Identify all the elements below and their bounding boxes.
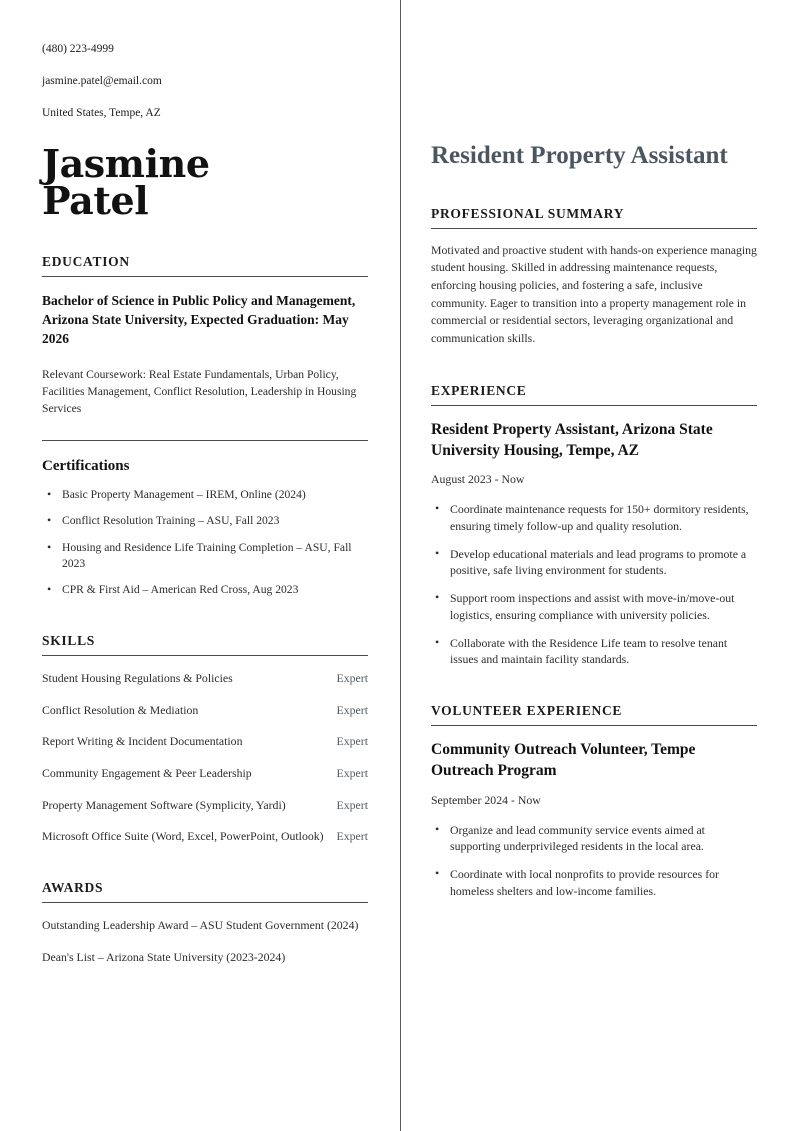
section-heading-education: EDUCATION: [42, 254, 368, 277]
sidebar-column: [42, 0, 368, 966]
last-name: Patel: [42, 178, 149, 224]
skill-row: [42, 670, 368, 688]
volunteer-role-date: September 2024 - Now: [431, 793, 541, 807]
skill-row: [42, 797, 368, 815]
skill-row: [42, 765, 368, 783]
list-item: • Conflict Resolution Training – ASU, Fall 2023: [42, 513, 368, 529]
skills-list: [42, 670, 368, 846]
section-heading-certifications: Certifications: [42, 457, 130, 474]
skill-level: Expert: [336, 797, 368, 812]
first-name: Jasmine: [42, 140, 210, 186]
page-title: [42, 140, 368, 224]
experience-role-title: Resident Property Assistant, Arizona State University Housing, Tempe, AZ: [431, 420, 713, 459]
skill-name: Student Housing Regulations & Policies: [42, 670, 233, 685]
education-coursework: Relevant Coursework: Real Estate Fundamentals, Urban Policy, Facilities Management, Conflict Resolution, Leadership in Housing Services: [42, 366, 368, 441]
list-item: • Coordinate with local nonprofits to provide resources for homeless shelters and low-income families.: [431, 866, 757, 900]
section-heading-skills: SKILLS: [42, 633, 368, 656]
skill-row: [42, 702, 368, 720]
list-item: • Housing and Residence Life Training Completion – ASU, Fall 2023: [42, 540, 368, 573]
experience-role-date: August 2023 - Now: [431, 472, 525, 487]
list-item: • Basic Property Management – IREM, Online (2024): [42, 487, 368, 503]
contact-block: [42, 0, 368, 121]
skill-level: Expert: [336, 702, 368, 717]
contact-phone: (480) 223-4999: [42, 43, 114, 55]
skill-name: Microsoft Office Suite (Word, Excel, PowerPoint, Outlook): [42, 829, 324, 844]
skill-level: Expert: [336, 670, 368, 685]
volunteer-bullets: [431, 822, 757, 900]
skill-level: Expert: [336, 766, 368, 780]
summary-text: Motivated and proactive student with hands-on experience managing student housing. Skilled in addressing maintenance requests, enforcing housing policies, and fostering a safe, inclusive community. Eager to transition into a property management role in commercial or residential sectors, leveraging organizational and communication skills.: [431, 242, 757, 345]
skill-level: Expert: [336, 829, 368, 844]
contact-location: United States, Tempe, AZ: [42, 106, 161, 119]
section-heading-awards: AWARDS: [42, 880, 368, 903]
skill-level: Expert: [336, 734, 368, 749]
certifications-list: [42, 487, 368, 599]
volunteer-role-title: Community Outreach Volunteer, Tempe Outreach Program: [431, 741, 696, 780]
experience-bullets: [431, 501, 757, 668]
award-item: Outstanding Leadership Award – ASU Student Government (2024): [42, 918, 359, 933]
section-heading-experience: EXPERIENCE: [431, 383, 757, 406]
main-column: [431, 0, 757, 911]
skill-row: [42, 828, 368, 846]
list-item: • Develop educational materials and lead programs to promote a positive, safe living environment for students.: [431, 546, 757, 580]
column-divider: [400, 0, 401, 1131]
list-item: • Coordinate maintenance requests for 150+ dormitory residents, ensuring timely follow-up and quality resolution.: [431, 501, 757, 535]
award-item: Dean's List – Arizona State University (2023-2024): [42, 949, 286, 964]
list-item: • Collaborate with the Residence Life team to resolve tenant issues and maintain facility standards.: [431, 635, 757, 669]
skill-name: Community Engagement & Peer Leadership: [42, 766, 252, 780]
list-item: • Support room inspections and assist with move-in/move-out logistics, ensuring compliance with university policies.: [431, 590, 757, 624]
education-degree: Bachelor of Science in Public Policy and Management, Arizona State University, Expected Graduation: May 2026: [42, 293, 356, 347]
list-item: • CPR & First Aid – American Red Cross, Aug 2023: [42, 582, 368, 598]
section-heading-summary: PROFESSIONAL SUMMARY: [431, 206, 757, 229]
contact-email: jasmine.patel@email.com: [42, 74, 162, 87]
skill-name: Property Management Software (Symplicity, Yardi): [42, 797, 286, 812]
list-item: • Organize and lead community service events aimed at supporting underprivileged residents in the local area.: [431, 822, 757, 856]
skill-name: Report Writing & Incident Documentation: [42, 734, 243, 749]
skill-row: [42, 733, 368, 751]
job-title: Resident Property Assistant: [431, 142, 728, 169]
skill-name: Conflict Resolution & Mediation: [42, 702, 199, 717]
section-heading-volunteer: VOLUNTEER EXPERIENCE: [431, 703, 757, 726]
